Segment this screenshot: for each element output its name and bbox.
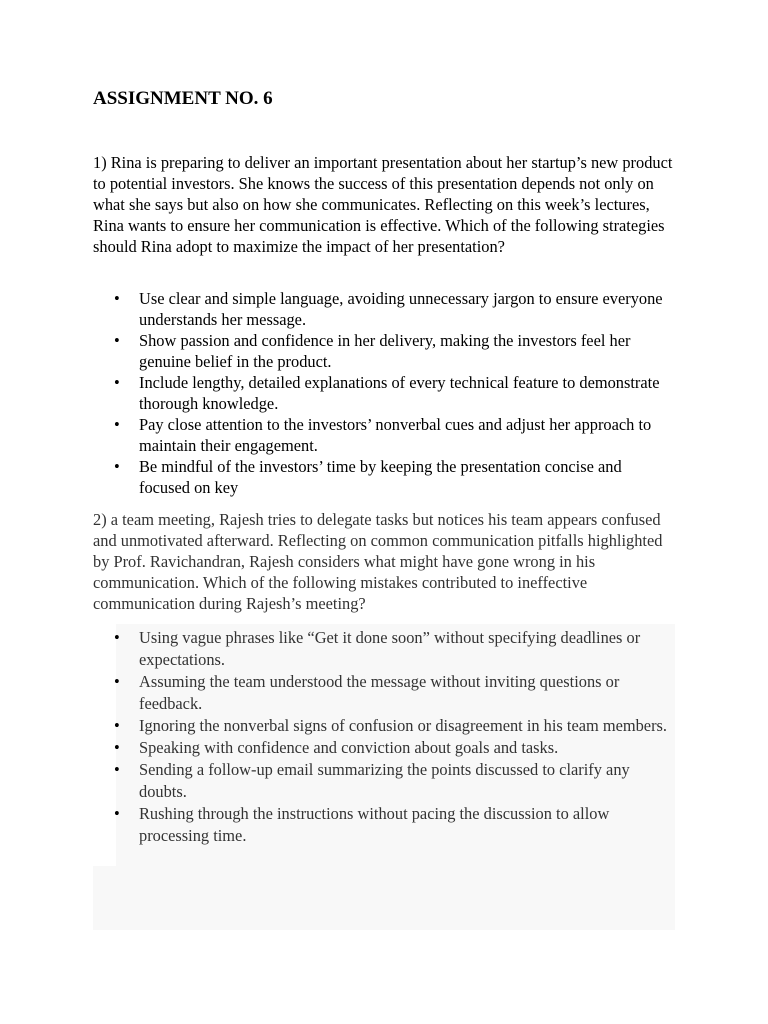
option-text: Assuming the team understood the message without inviting questions or feedback.: [139, 672, 620, 713]
bullet-icon: •: [114, 457, 120, 476]
option-text: Pay close attention to the investors’ nonverbal cues and adjust her approach to maintain their engagement.: [139, 415, 652, 455]
answer-shading-bottom: [93, 866, 675, 930]
question-1-options: [93, 288, 675, 498]
option-text: Be mindful of the investors’ time by keeping the presentation concise and focused on key: [139, 457, 622, 497]
bullet-icon: •: [114, 672, 120, 691]
list-item: [93, 456, 675, 498]
list-item: [93, 737, 675, 759]
question-2-text: 2) a team meeting, Rajesh tries to delegate tasks but notices his team appears confused and unmotivated afterward. Reflecting on common communication pitfalls highlighted by Prof. Ravichandran, Rajesh considers what might have gone wrong in his communication. Which of the following mistakes contributed to ineffective communication during Rajesh’s meeting?: [93, 510, 663, 613]
option-text: Ignoring the nonverbal signs of confusion or disagreement in his team members.: [139, 716, 668, 735]
bullet-icon: •: [114, 331, 120, 350]
question-1-text: 1) Rina is preparing to deliver an important presentation about her startup’s new product to potential investors. She knows the success of this presentation depends not only on what she says but also on how she communicates. Reflecting on this week’s lectures, Rina wants to ensure her communication is effective. Which of the following strategies should Rina adopt to maximize the impact of her presentation?: [93, 153, 673, 256]
bullet-icon: •: [114, 415, 120, 434]
bullet-icon: •: [114, 738, 120, 757]
page-title: ASSIGNMENT NO. 6: [93, 88, 273, 109]
bullet-icon: •: [114, 760, 120, 779]
bullet-icon: •: [114, 289, 120, 308]
list-item: [93, 671, 675, 715]
option-text: Speaking with confidence and conviction about goals and tasks.: [139, 738, 559, 757]
option-text: Sending a follow-up email summarizing the points discussed to clarify any doubts.: [139, 760, 630, 801]
option-text: Rushing through the instructions without pacing the discussion to allow processing time.: [139, 804, 610, 845]
option-text: Use clear and simple language, avoiding unnecessary jargon to ensure everyone understands her message.: [139, 289, 663, 329]
question-2-options: [93, 627, 675, 847]
list-item: [93, 330, 675, 372]
option-text: Include lengthy, detailed explanations of every technical feature to demonstrate thorough knowledge.: [139, 373, 660, 413]
list-item: [93, 715, 675, 737]
list-item: [93, 803, 675, 847]
list-item: [93, 627, 675, 671]
bullet-icon: •: [114, 628, 120, 647]
list-item: [93, 414, 675, 456]
list-item: [93, 759, 675, 803]
bullet-icon: •: [114, 373, 120, 392]
option-text: Show passion and confidence in her delivery, making the investors feel her genuine belief in the product.: [139, 331, 631, 371]
list-item: [93, 372, 675, 414]
bullet-icon: •: [114, 804, 120, 823]
list-item: [93, 288, 675, 330]
bullet-icon: •: [114, 716, 120, 735]
option-text: Using vague phrases like “Get it done soon” without specifying deadlines or expectations.: [139, 628, 641, 669]
